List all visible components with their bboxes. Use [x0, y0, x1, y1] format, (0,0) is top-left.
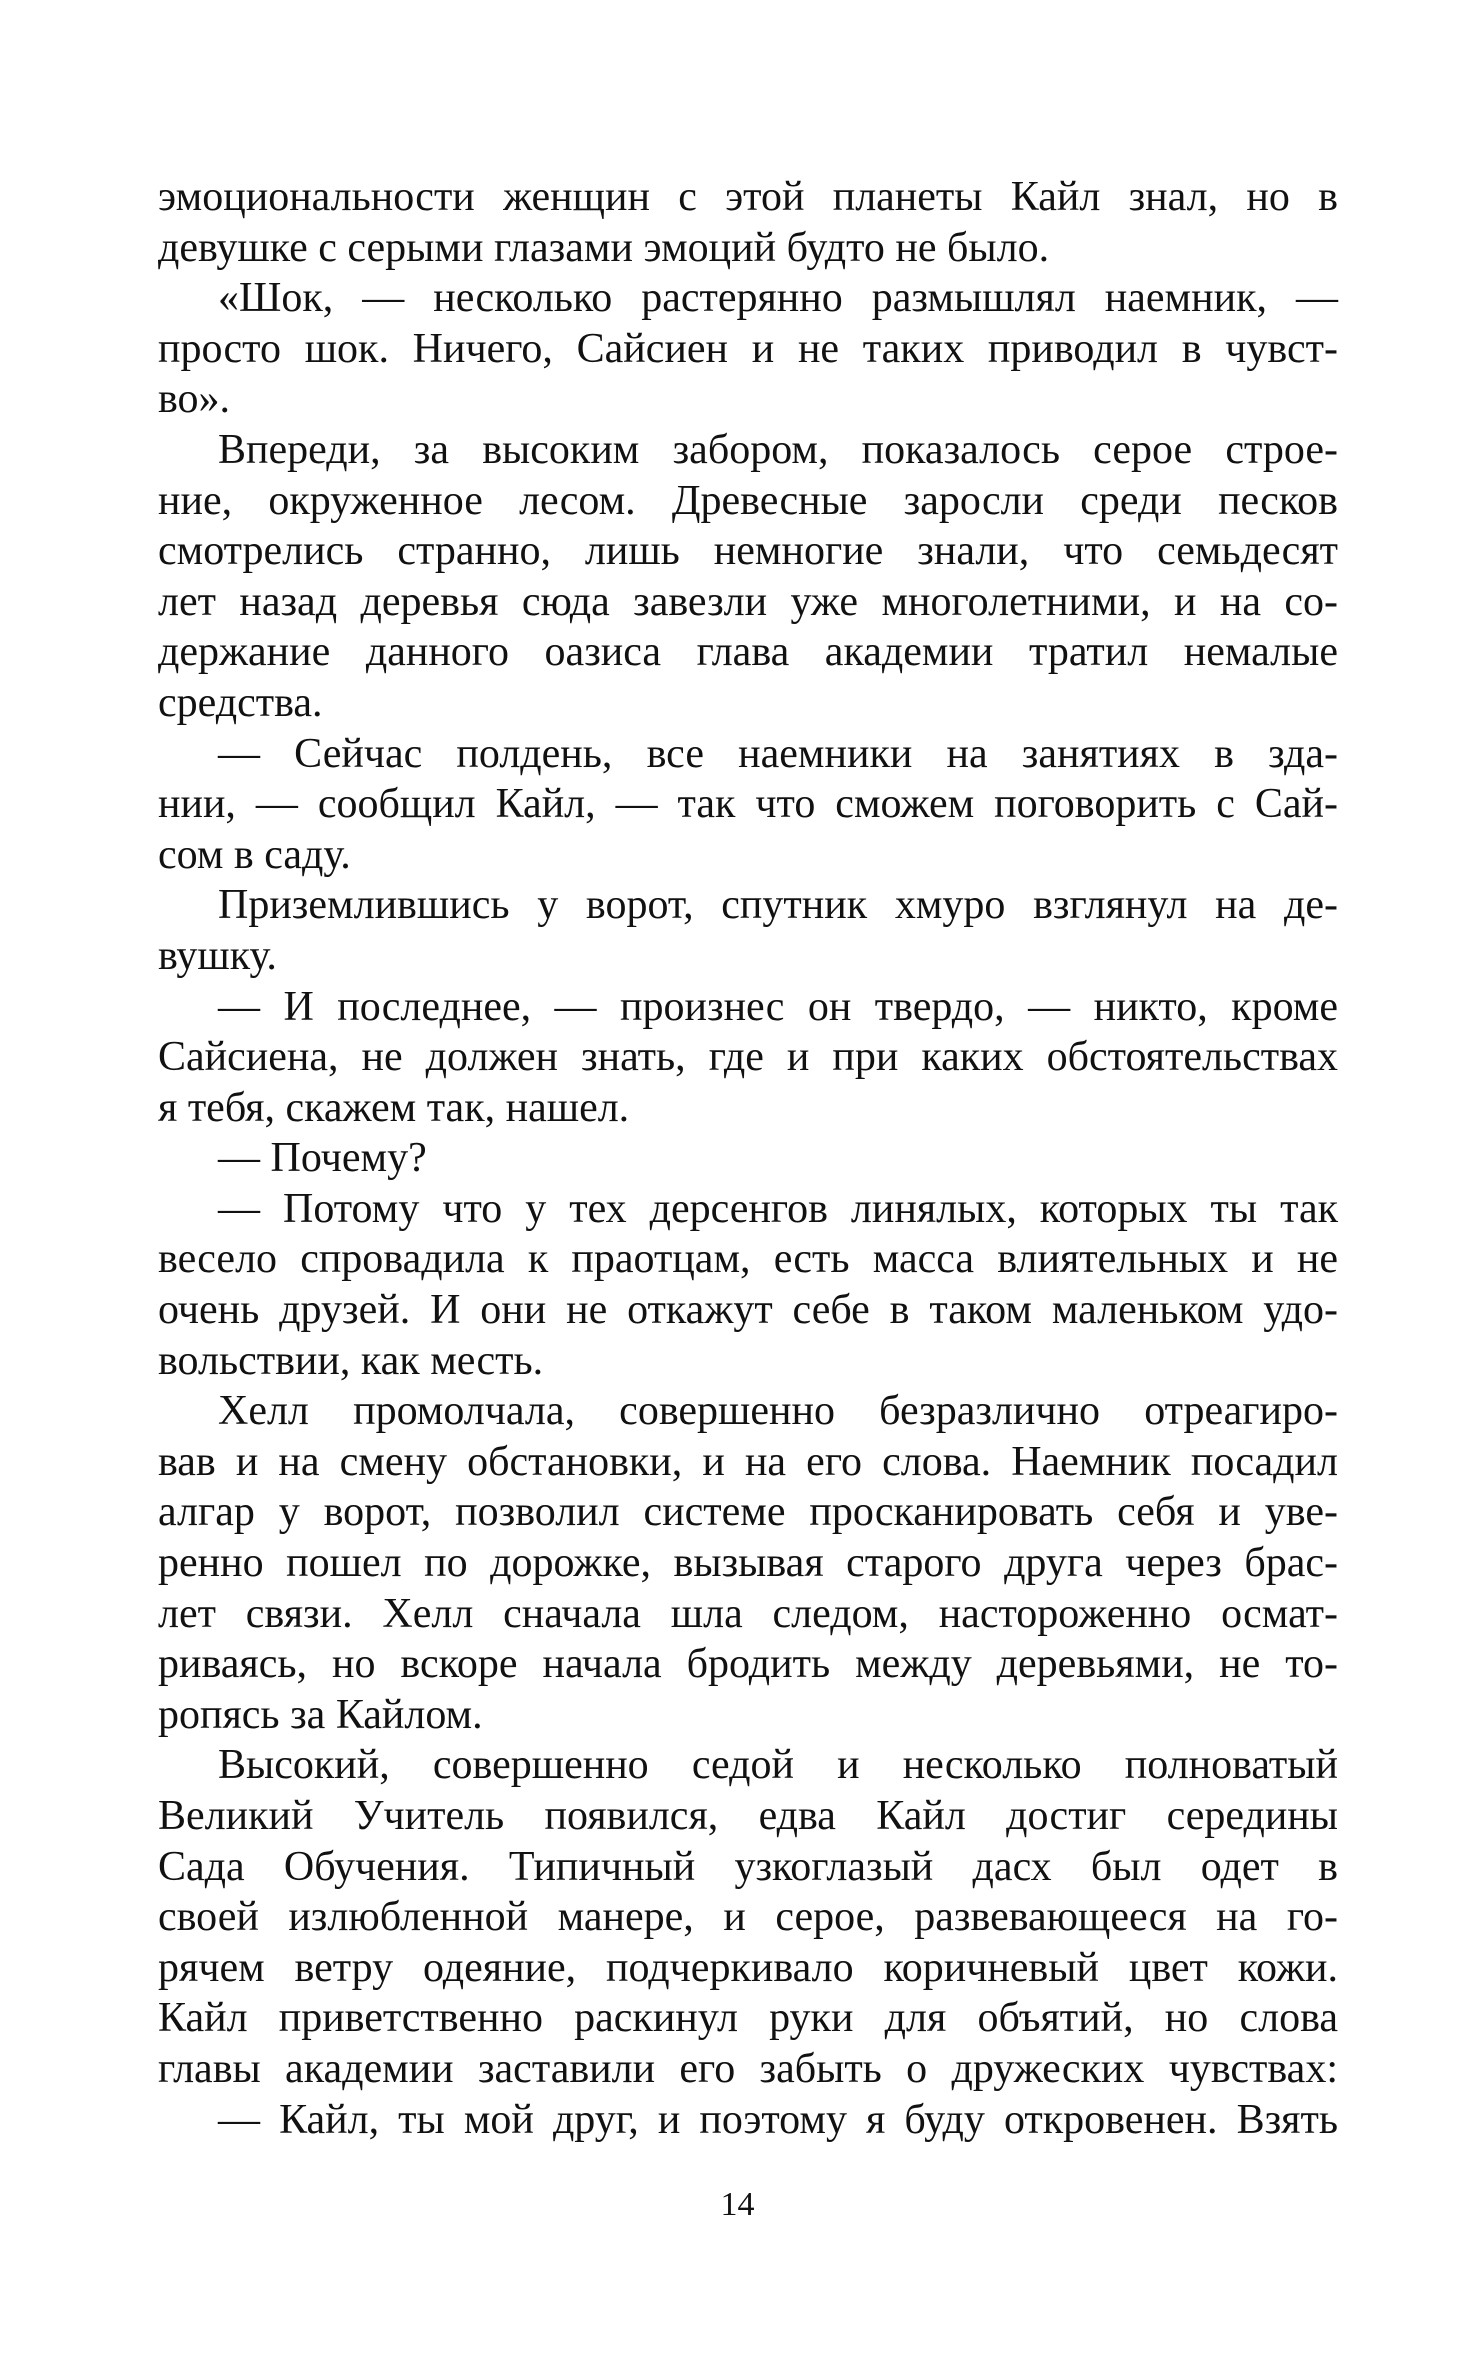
text-line: — И последнее, — произнес он твердо, — никто, кроме [218, 983, 1338, 1030]
text-line: держание данного оазиса глава академии тратил немалые [158, 629, 1338, 676]
text-line: эмоциональности женщин с этой планеты Кайл знал, но в [158, 174, 1338, 220]
text-line: ренно пошел по дорожке, вызывая старого друга через брас- [158, 1540, 1338, 1587]
text-line: Сайсиена, не должен знать, где и при каких обстоятельствах [158, 1034, 1338, 1081]
text-line: я тебя, скажем так, нашел. [158, 1084, 630, 1131]
text-line: Высокий, совершенно седой и несколько полноватый [218, 1742, 1338, 1789]
text-line: Кайл приветственно раскинул руки для объятий, но слова [158, 1995, 1338, 2042]
text-line: вушку. [158, 932, 277, 979]
text-line: Великий Учитель появился, едва Кайл достиг середины [158, 1793, 1338, 1839]
text-line: — Потому что у тех дерсенгов линялых, которых ты так [218, 1185, 1338, 1232]
text-line: смотрелись странно, лишь немногие знали, что семьдесят [158, 528, 1338, 575]
page-number: 14 [720, 2186, 755, 2223]
text-line: просто шок. Ничего, Сайсиен и не таких приводил в чувст- [158, 325, 1338, 372]
text-line: девушке с серыми глазами эмоций будто не было. [158, 224, 1050, 271]
text-line: ние, окруженное лесом. Древесные заросли среди песков [158, 477, 1338, 524]
text-line: — Почему? [218, 1135, 427, 1182]
text-line: лет назад деревья сюда завезли уже многолетними, и на со- [158, 578, 1338, 625]
text-line: — Кайл, ты мой друг, и поэтому я буду откровенен. Взять [218, 2096, 1338, 2143]
text-line: — Сейчас полдень, все наемники на занятиях в зда- [218, 730, 1338, 777]
text-line: алгар у ворот, позволил системе просканировать себя и уве- [158, 1489, 1338, 1536]
text-line: Приземлившись у ворот, спутник хмуро взглянул на де- [218, 882, 1338, 929]
text-line: Хелл промолчала, совершенно безразлично отреагиро- [218, 1388, 1338, 1435]
text-line: во». [158, 376, 231, 423]
text-line: рячем ветру одеяние, подчеркивало коричневый цвет кожи. [158, 1944, 1338, 1991]
text-line: главы академии заставили его забыть о дружеских чувствах: [158, 2045, 1338, 2092]
page-body [158, 172, 1338, 2145]
text-line: весело спровадила к праотцам, есть масса влиятельных и не [158, 1236, 1338, 1283]
text-line: очень друзей. И они не откажут себе в таком маленьком удо- [158, 1287, 1338, 1334]
text-line: вав и на смену обстановки, и на его слова. Наемник посадил [158, 1438, 1338, 1485]
text-line: лет связи. Хелл сначала шла следом, настороженно осмат- [158, 1590, 1338, 1637]
text-line: риваясь, но вскоре начала бродить между деревьями, не то- [158, 1641, 1338, 1688]
text-line: ропясь за Кайлом. [158, 1691, 483, 1738]
text-line: нии, — сообщил Кайл, — так что сможем поговорить с Сай- [158, 781, 1338, 828]
text-line: средства. [158, 679, 323, 726]
text-line: сом в саду. [158, 831, 351, 878]
text-line: Впереди, за высоким забором, показалось серое строе- [218, 426, 1338, 473]
text-line: Сада Обучения. Типичный узкоглазый дасх был одет в [158, 1843, 1338, 1890]
text-line: вольствии, как месть. [158, 1337, 544, 1384]
text-line: «Шок, — несколько растерянно размышлял наемник, — [218, 275, 1338, 322]
text-line: своей излюбленной манере, и серое, развевающееся на го- [158, 1894, 1338, 1941]
